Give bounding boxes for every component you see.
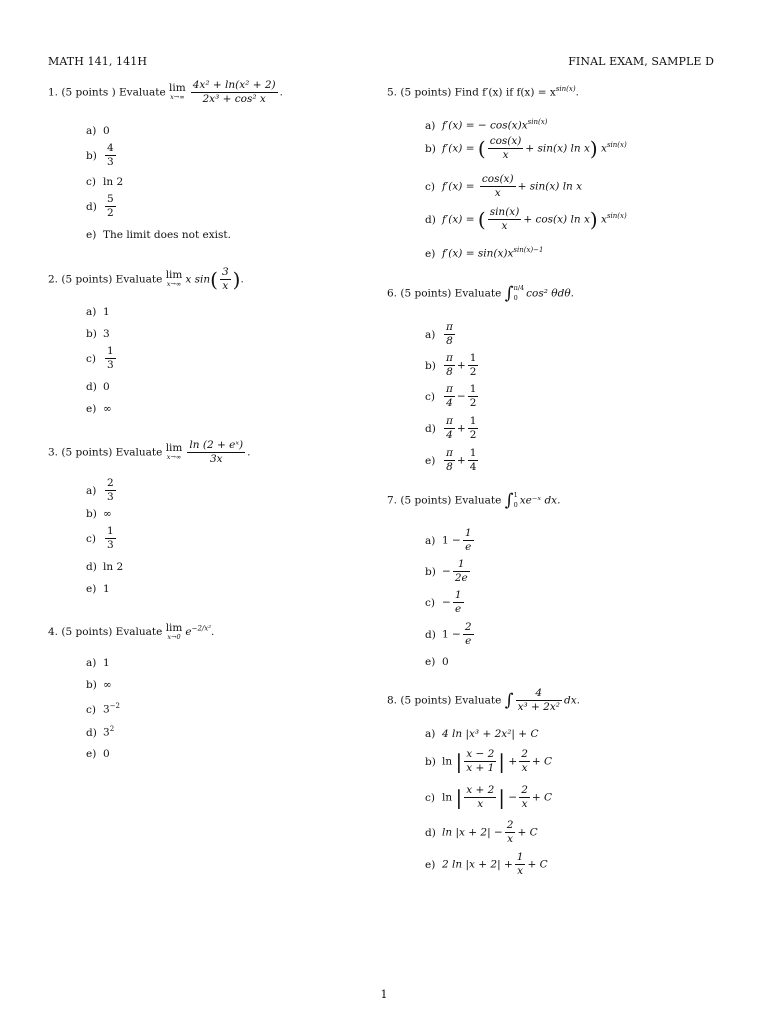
limit: lim x→∞	[165, 442, 183, 462]
option-d: d) $\frac{5}{2}$	[86, 193, 114, 220]
question-2-prompt: 2. (5 points) Evaluate	[48, 273, 163, 286]
page-number: 1	[380, 988, 388, 1001]
option-b: b) 3	[86, 328, 110, 340]
option-c: c) $\frac{1}{3}$	[86, 525, 114, 552]
option-e: e) ∞	[86, 403, 112, 415]
integral-sign: ∫	[504, 490, 514, 511]
option-b: b) f′(x) = ( $\frac{\cos(x)}{x}$ + sin(x) ln x) $x^{sin(x)}$	[425, 135, 627, 162]
question-7: 7. (5 points) Evaluate ∫ 1 0 xe⁻ˣ dx.	[387, 490, 561, 511]
question-5-prompt: 5. (5 points) Find f′(x) if f(x) = x	[387, 86, 556, 99]
option-d: d) ln 2	[86, 561, 124, 573]
question-3: 3. (5 points) Evaluate lim x→∞ $\frac{\text{ln (2 + eˣ)}}{3x}$ .	[48, 439, 251, 466]
question-8-prompt: 8. (5 points) Evaluate	[387, 694, 502, 707]
option-e: e) $\frac{\pi}{8}$ + $\frac{1}{4}$	[425, 447, 477, 474]
option-b: b) − $\frac{1}{2e}$	[425, 558, 468, 585]
question-4-prompt: 4. (5 points) Evaluate	[48, 626, 163, 639]
option-e: e) The limit does not exist.	[86, 229, 231, 241]
question-8: 8. (5 points) Evaluate ∫ $\frac{4}{\text{x³ + 2x²}}$ dx.	[387, 687, 580, 714]
option-e: e) 1	[86, 583, 110, 595]
option-c: c) $3^{-2}$	[86, 702, 121, 716]
course-header: MATH 141, 141H	[48, 55, 148, 68]
option-b: b) $\frac{\pi}{8}$ + $\frac{1}{2}$	[425, 352, 477, 379]
exam-header: FINAL EXAM, SAMPLE D	[568, 55, 714, 68]
option-d: d) $3^2$	[86, 725, 115, 739]
option-a: a) f′(x) = − $\cos(x)x^{sin(x)}$	[425, 118, 548, 132]
fraction: $\frac{\text{4x² + ln(x² + 2)}}{\text{2x³ + cos² x}}$	[192, 79, 276, 106]
question-6: 6. (5 points) Evaluate ∫ π/4 0 cos² θdθ.	[387, 283, 575, 304]
option-d: d) 1 − $\frac{2}{e}$	[425, 621, 472, 648]
option-c: c) − $\frac{1}{e}$	[425, 589, 462, 616]
integral-sign: ∫	[504, 283, 514, 304]
option-b: b) ln | $\frac{x - 2}{x + 1}$ | + $\frac{2}{x}$ + C	[425, 748, 553, 775]
option-d: d) $\frac{\pi}{4}$ + $\frac{1}{2}$	[425, 415, 477, 442]
question-6-prompt: 6. (5 points) Evaluate	[387, 287, 502, 300]
option-a: a) 0	[86, 125, 110, 137]
option-c: c) ln 2	[86, 176, 124, 188]
question-3-prompt: 3. (5 points) Evaluate	[48, 446, 163, 459]
option-b: b) ∞	[86, 508, 112, 520]
option-d: d) ln |x + 2| − $\frac{2}{x}$ + C	[425, 819, 538, 846]
question-2: 2. (5 points) Evaluate lim x→∞ x sin( $\frac{3}{x}$ ).	[48, 266, 244, 293]
option-a: a) $\frac{\pi}{8}$	[425, 321, 453, 348]
option-d: d) 0	[86, 381, 110, 393]
option-a: a) $\frac{2}{3}$	[86, 477, 114, 504]
option-d: d) f′(x) = ( $\frac{\sin(x)}{x}$ + cos(x) ln x) $x^{sin(x)}$	[425, 206, 627, 233]
limit: lim x→∞	[165, 269, 183, 289]
option-a: a) 1	[86, 657, 110, 669]
option-b: b) $\frac{4}{3}$	[86, 142, 114, 169]
option-c: c) $\frac{1}{3}$	[86, 345, 114, 372]
limit: lim x→∞	[169, 82, 186, 102]
option-e: e) $f'(x) = \sin(x)x^{sin(x)-1}$	[425, 246, 544, 260]
option-e: e) 0	[425, 656, 449, 668]
question-7-prompt: 7. (5 points) Evaluate	[387, 494, 502, 507]
option-a: a) 4 ln |x³ + 2x²| + C	[425, 728, 539, 740]
option-e: e) 2 ln |x + 2| + $\frac{1}{x}$ + C	[425, 851, 548, 878]
integral-sign: ∫	[504, 690, 514, 711]
limit: lim x→0	[165, 622, 183, 641]
option-a: a) 1	[86, 306, 110, 318]
option-c: c) $\frac{\pi}{4}$ − $\frac{1}{2}$	[425, 383, 477, 410]
question-5: 5. (5 points) Find f′(x) if $f(x) = x^{sin(x)}$.	[387, 85, 579, 99]
option-a: a) 1 − $\frac{1}{e}$	[425, 527, 472, 554]
question-4: 4. (5 points) Evaluate lim x→0 $e^{-2/x^2}$.	[48, 622, 215, 641]
option-e: e) 0	[86, 748, 110, 760]
option-b: b) ∞	[86, 679, 112, 691]
option-c: c) ln | $\frac{x + 2}{x}$ | − $\frac{2}{x}$ + C	[425, 784, 553, 811]
question-1-prompt: 1. (5 points ) Evaluate	[48, 86, 166, 99]
question-1: 1. (5 points ) Evaluate lim x→∞ $\frac{\text{4x² + ln(x² + 2)}}{\text{2x³ + cos² x}}$ .	[48, 79, 283, 106]
option-c: c) f′(x) = $\frac{\cos(x)}{x}$ + sin(x) ln x	[425, 173, 583, 200]
